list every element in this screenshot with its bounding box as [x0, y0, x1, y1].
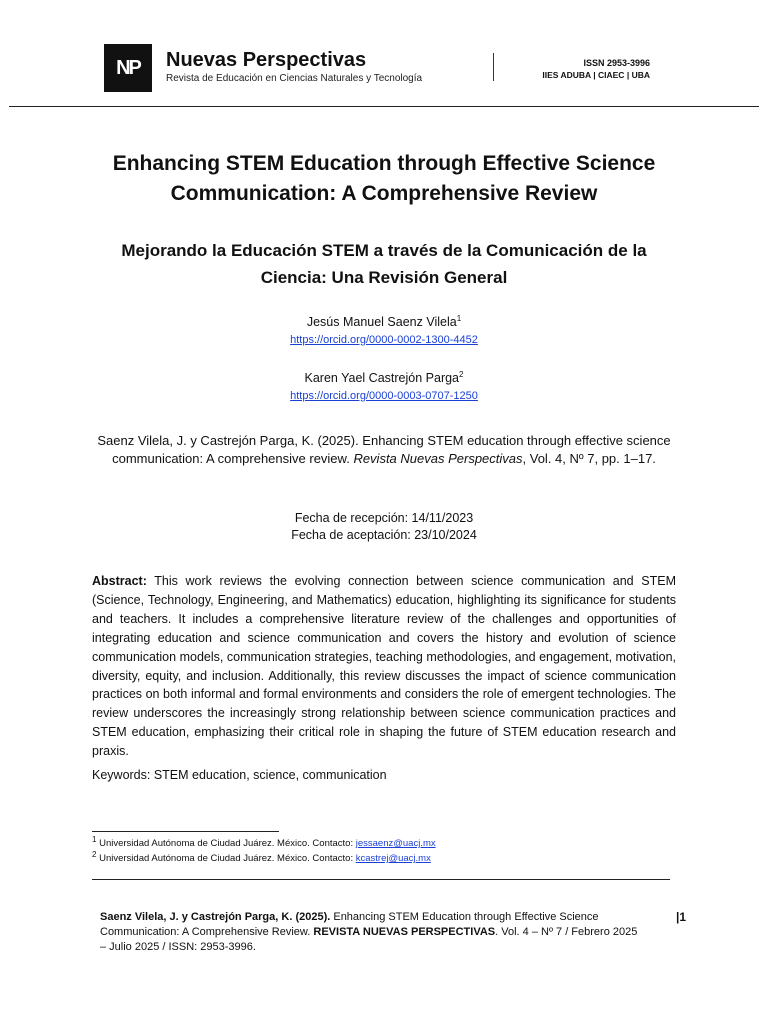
citation-suffix: , Vol. 4, Nº 7, pp. 1–17.: [522, 451, 656, 466]
author-name: Karen Yael Castrejón Parga: [304, 371, 460, 385]
citation-prefix: Saenz Vilela, J. y Castrejón Parga, K. (2025). Enhancing STEM education through effective science communication: A comprehensive review.: [97, 433, 671, 466]
footnote-text: Universidad Autónoma de Ciudad Juárez. México. Contacto:: [96, 838, 356, 849]
author-1-orcid-link[interactable]: https://orcid.org/0000-0002-1300-4452: [290, 334, 478, 346]
footnote-2: [92, 849, 431, 864]
affiliation-separator: |: [593, 70, 596, 80]
issn-label: ISSN 2953-3996: [583, 58, 650, 68]
submission-dates: [92, 510, 676, 544]
page-number: |1: [676, 910, 687, 924]
journal-header: [0, 0, 768, 108]
footnote-mark: 1: [456, 313, 462, 323]
citation: [92, 432, 676, 468]
affiliation-separator: |: [626, 70, 630, 80]
abstract-text: This work reviews the evolving connection between science communication and STEM (Science, Technology, Engineering, and Mathematics) education, highlighting its significance for students and teachers. It includes a comprehensive literature review of the challenges and opportunities of integrating education and science communication and covers the history and evolution of science communication models, communication strategies, teaching methodologies, and engagement, motivation, diversity, equity, and inclusion. Additionally, this review discusses the impact of science communication practices on both informal and formal environments and considers the role of emergent technologies. The review underscores the increasingly strong relationship between science communication practices and STEM education, emphasizing their critical role in shaping the future of STEM education research and praxis.: [92, 574, 676, 759]
footnote-mark: 2: [459, 369, 464, 379]
footer-journal: REVISTA NUEVAS PERSPECTIVAS: [313, 926, 496, 938]
footer-details: . Vol. 4 – Nº 7 / Febrero 2025 – Julio 2025 / ISSN: 2953-3996.: [100, 926, 638, 953]
footnote-mark: 1: [92, 834, 97, 844]
email-link[interactable]: kcastrej@uacj.mx: [355, 853, 431, 864]
affiliation-iies: IIES ADUBA: [542, 70, 591, 80]
footer-rule: [92, 879, 670, 880]
author-2-orcid-link[interactable]: https://orcid.org/0000-0003-0707-1250: [290, 390, 478, 402]
affiliation-ciaec: CIAEC: [597, 70, 625, 80]
footnote-1: [92, 834, 436, 849]
footnote-text: Universidad Autónoma de Ciudad Juárez. México. Contacto:: [96, 853, 356, 864]
email-link[interactable]: jessaenz@uacj.mx: [355, 838, 436, 849]
paper-title: Enhancing STEM Education through Effective Science Communication: A Comprehensive Review: [112, 152, 656, 205]
journal-name: Nuevas Perspectivas: [166, 49, 367, 71]
keywords: Keywords: STEM education, science, communication: [92, 768, 387, 782]
author-1: [92, 315, 676, 329]
footnote-rule: [92, 831, 279, 832]
header-rule: [9, 106, 759, 107]
accepted-date: Fecha de aceptación: 23/10/2024: [291, 528, 477, 542]
abstract: [92, 572, 676, 761]
institution-affiliations: [542, 70, 650, 80]
footer-title: Enhancing STEM Education through Effective Science Communication: A Comprehensive Review.: [100, 911, 599, 938]
journal-logo: NP: [104, 44, 152, 92]
page-footer: [100, 910, 640, 955]
citation-journal: Revista Nuevas Perspectivas: [353, 451, 523, 466]
affiliation-uba: UBA: [631, 70, 650, 80]
journal-subtitle: Revista de Educación en Ciencias Naturales y Tecnología: [166, 73, 423, 84]
footer-authors: Saenz Vilela, J. y Castrejón Parga, K. (2025).: [100, 911, 331, 923]
header-divider: [493, 53, 494, 81]
footnote-mark: 2: [92, 849, 97, 859]
author-name: Jesús Manuel Saenz Vilela: [306, 315, 457, 329]
abstract-label: Abstract:: [92, 574, 147, 588]
author-2: [92, 371, 676, 385]
paper-subtitle: Mejorando la Educación STEM a través de la Comunicación de la Ciencia: Una Revisión General: [121, 241, 647, 287]
received-date: Fecha de recepción: 14/11/2023: [294, 511, 474, 525]
